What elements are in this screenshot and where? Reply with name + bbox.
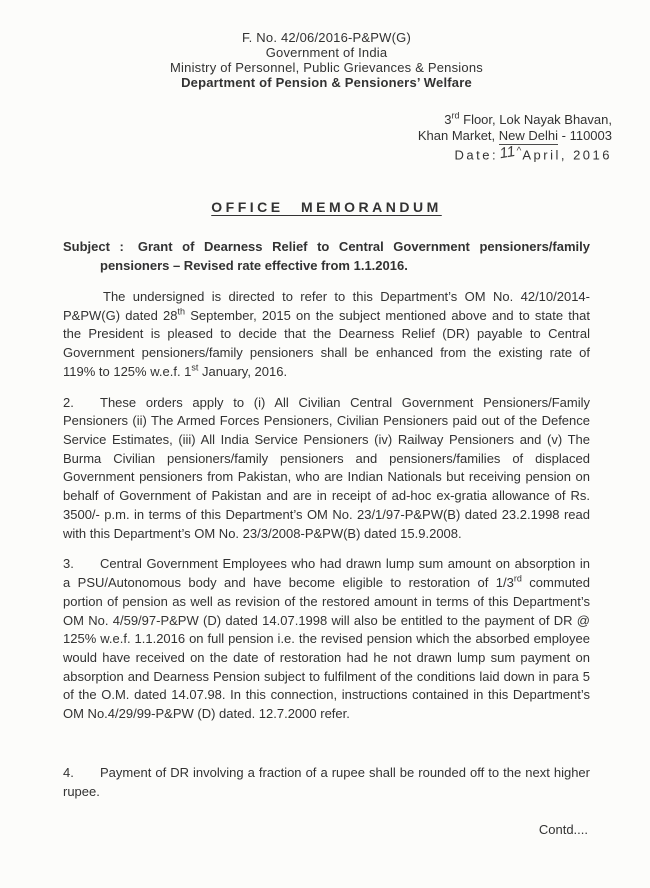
memo-title: OFFICE MEMORANDUM bbox=[211, 199, 442, 216]
text-segment: These orders apply to (i) All Civilian Central Government Pensioners/Family Pensioners (ii) The Armed Forces Pensioners, Civilian Pensioners paid out of the Defence Service Estimates, (iii) All India Service Pensioners (iv) Railway Pensioners and (v) The Burma Civilian pensioners/family pensioners and pensioners/families of displaced Government pensioners from Pakistan, who are Indian Nationals but receiving pension on behalf of Government of Pakistan and are in receipt of ad-hoc ex-gratia allowance of Rs. 3500/- p.m. in terms of this Department’s OM No. 23/1/97-P&PW(B) dated 23.2.1998 read with this Department’s OM No. 23/3/2008-P&PW(B) dated 15.9.2008. bbox=[63, 394, 590, 541]
handwritten-day: 11 bbox=[498, 142, 517, 163]
superscript-ordinal: rd bbox=[451, 110, 460, 121]
paragraph-3 bbox=[63, 555, 590, 723]
contd-marker: Contd.... bbox=[538, 822, 588, 838]
superscript-ordinal: st bbox=[191, 362, 199, 373]
government-line: Government of India bbox=[265, 45, 388, 61]
text-segment: September, 2015 on the subject mentioned above and to state that the President is pleased to decide that the Dearness Relief (DR) payable to Central Government pensioners/family pensioners shall be enhanced from the existing rate of 119% to 125% w.e.f. 1 bbox=[63, 307, 590, 379]
text-segment: Central Government Employees who had drawn lump sum amount on absorption in a PSU/Autonomous body and have become eligible to restoration of 1/3 bbox=[63, 556, 590, 591]
ministry-line: Ministry of Personnel, Public Grievances & Pensions bbox=[170, 60, 483, 76]
date-label: Date: bbox=[454, 146, 499, 162]
date-line bbox=[418, 142, 612, 165]
para-number: 2. bbox=[63, 394, 74, 410]
file-number: F. No. 42/06/2016-P&PW(G) bbox=[241, 30, 411, 45]
para-number: 4. bbox=[63, 764, 74, 780]
text-segment: commuted portion of pension as well as revision of the restored amount in terms of this Department’s OM No. 4/59/97-P&PW (D) dated 14.07.1998 will also be entitled to the payment of DR @ 125% w.e.f. 1.1.2016 on full pension i.e. the revised pension which the absorbed employee would have received on the date of restoration had he not drawn lump sum payment on absorption and Dearness Pension subject to fulfilment of the conditions laid down in para 5 of the O.M. dated 14.07.98. In this connection, instructions contained in this Department’s OM No.4/29/99-P&PW (D) dated. 12.7.2000 refer. bbox=[63, 575, 590, 722]
text-segment: Floor, Lok Nayak Bhavan, bbox=[459, 112, 612, 128]
letterhead bbox=[63, 30, 590, 90]
subject-label: Subject : bbox=[63, 239, 124, 255]
paragraph-4 bbox=[63, 764, 590, 801]
subject-text: Grant of Dearness Relief to Central Government pensioners/family pensioners – Revised rate effective from 1.1.2016. bbox=[100, 239, 590, 274]
department-line: Department of Pension & Pensioners’ Welfare bbox=[181, 75, 472, 91]
text-segment: Payment of DR involving a fraction of a rupee shall be rounded off to the next higher rupee. bbox=[63, 764, 590, 799]
text-segment: 3 bbox=[444, 112, 452, 128]
superscript-ordinal: th bbox=[177, 306, 185, 317]
handwritten-caret-icon: ^ bbox=[516, 145, 522, 157]
address-line-city bbox=[418, 128, 612, 144]
text-segment: The undersigned is directed to refer to this Department’s OM No. 42/10/2014-P&PW(G) dated 28 bbox=[63, 289, 590, 323]
text-segment: January, 2016. bbox=[198, 363, 288, 379]
city-underlined: New Delhi bbox=[498, 128, 559, 144]
paragraph-1 bbox=[63, 288, 590, 382]
date-value: April, 2016 bbox=[522, 146, 612, 162]
address-block bbox=[418, 112, 612, 164]
superscript-ordinal: rd bbox=[513, 573, 522, 584]
subject-line bbox=[63, 238, 590, 276]
paragraph-2 bbox=[63, 394, 590, 544]
para-number: 3. bbox=[63, 556, 74, 572]
address-line-floor bbox=[418, 112, 612, 128]
text-segment: - 110003 bbox=[558, 128, 612, 144]
text-segment: Khan Market, bbox=[417, 128, 499, 144]
